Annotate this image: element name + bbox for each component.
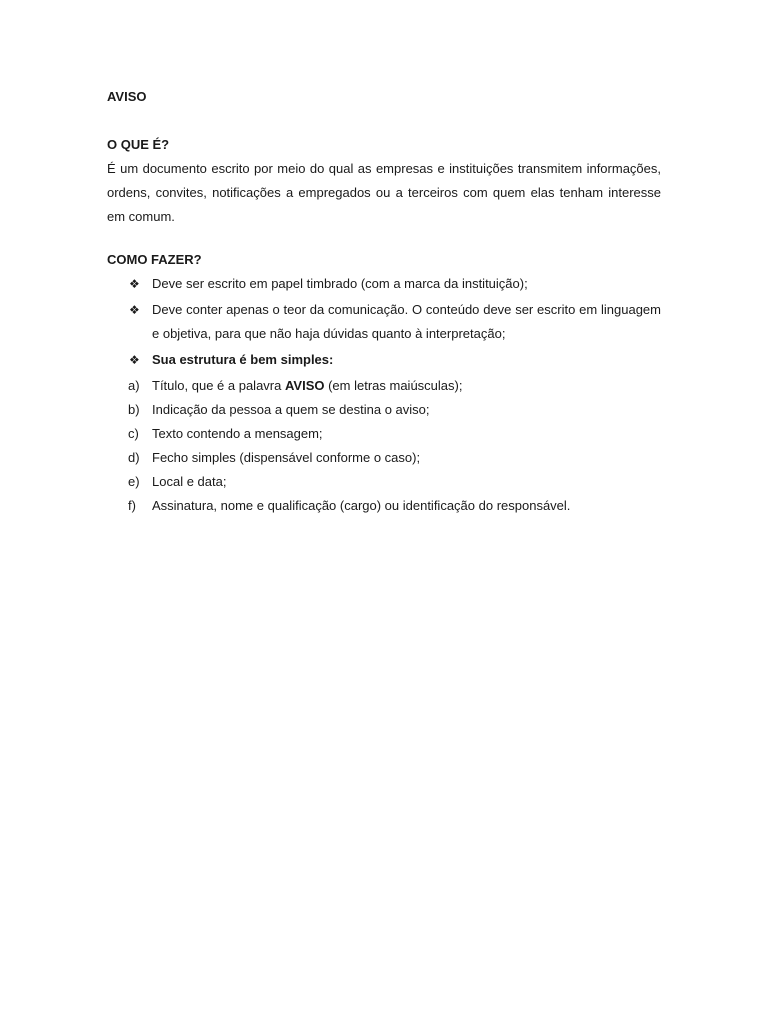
step-text: Local e data;	[152, 474, 227, 489]
step-item	[107, 470, 661, 494]
step-marker: b)	[128, 402, 140, 417]
structure-step-list	[107, 374, 661, 518]
step-marker: a)	[128, 378, 140, 393]
step-item	[107, 446, 661, 470]
diamond-bullet-icon: ❖	[129, 303, 140, 317]
section-heading-what-is: O QUE É?	[107, 137, 170, 152]
step-text-bold: AVISO	[284, 378, 325, 393]
step-marker: d)	[128, 450, 140, 465]
definition-paragraph: É um documento escrito por meio do qual as empresas e instituições transmitem informações, ordens, convites, notificações a empregados ou a terceiros com quem elas tenham interesse em comum.	[107, 161, 661, 224]
step-text: Indicação da pessoa a quem se destina o aviso;	[152, 402, 430, 417]
bullet-text: Sua estrutura é bem simples:	[152, 352, 334, 367]
document-title: AVISO	[107, 89, 147, 104]
step-item	[107, 422, 661, 446]
section-heading-how-to: COMO FAZER?	[107, 252, 202, 267]
bullet-item	[107, 272, 661, 296]
document-page	[107, 88, 661, 518]
step-marker: c)	[128, 426, 139, 441]
diamond-bullet-icon: ❖	[129, 353, 140, 367]
step-marker: e)	[128, 474, 140, 489]
step-text: Fecho simples (dispensável conforme o caso);	[152, 450, 421, 465]
bullet-item	[107, 298, 661, 346]
step-item	[107, 494, 661, 518]
diamond-bullet-icon: ❖	[129, 277, 140, 291]
bullet-text: Deve ser escrito em papel timbrado (com a marca da instituição);	[152, 276, 528, 291]
step-item	[107, 374, 661, 398]
how-to-bullet-list	[107, 272, 661, 372]
step-marker: f)	[128, 498, 136, 513]
step-text: Texto contendo a mensagem;	[152, 426, 323, 441]
bullet-text: Deve conter apenas o teor da comunicação. O conteúdo deve ser escrito em linguagem e objetiva, para que não haja dúvidas quanto à interpretação;	[152, 302, 661, 341]
step-text-post: (em letras maiúsculas);	[324, 378, 463, 393]
bullet-item	[107, 348, 661, 372]
step-text-pre: Título, que é a palavra	[152, 378, 285, 393]
step-text: Assinatura, nome e qualificação (cargo) ou identificação do responsável.	[152, 498, 571, 513]
step-item	[107, 398, 661, 422]
